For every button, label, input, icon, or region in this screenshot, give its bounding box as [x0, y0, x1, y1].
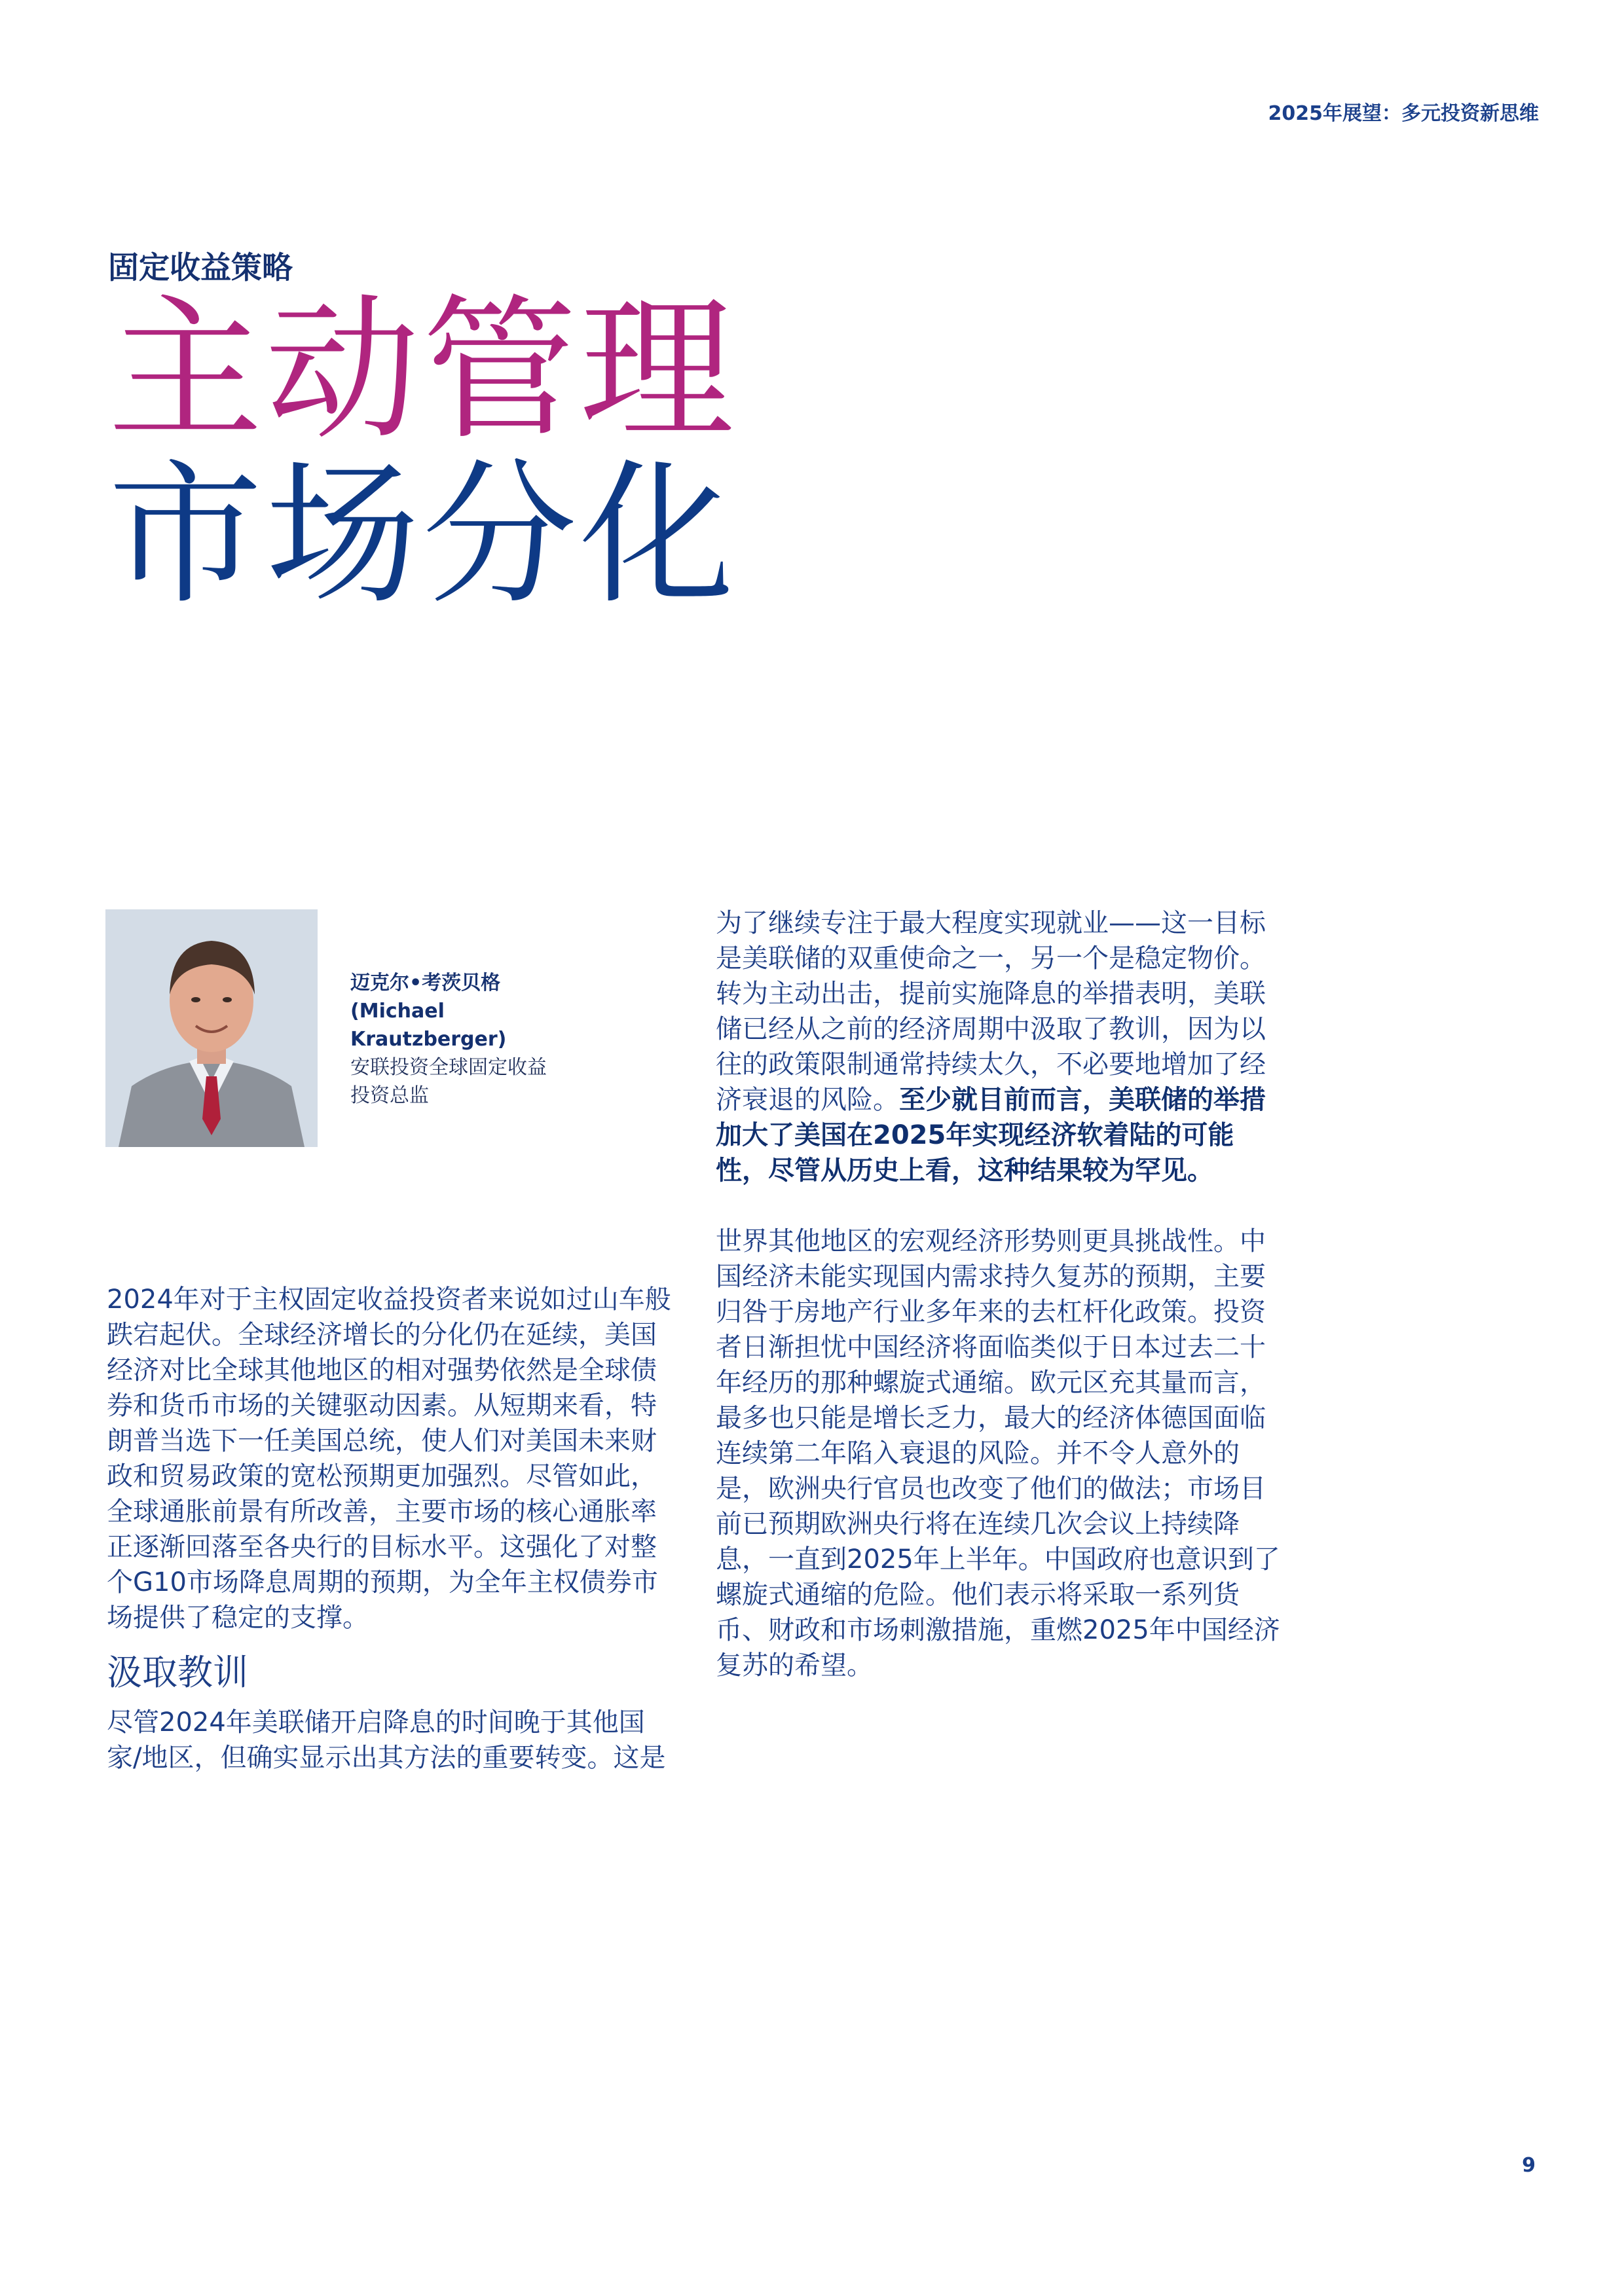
author-info [350, 969, 586, 1110]
running-header: 2025年展望：多元投资新思维 [1268, 102, 1539, 125]
author-name-en-2: Krautzberger) [350, 1028, 507, 1051]
page-title-line-2: 市场分化 [108, 445, 737, 625]
intro-paragraph: 2024年对于主权固定收益投资者来说如过山车般跌宕起伏。全球经济增长的分化仍在延续，美国经济对比全球其他地区的相对强势依然是全球债券和货币市场的关键驱动因素。从短期来看，特朗普当选下一任美国总统，使人们对美国未来财政和贸易政策的宽松预期更加强烈。尽管如此，全球通胀前景有所改善，主要市场的核心通胀率正逐渐回落至各央行的目标水平。这强化了对整个G10市场降息周期的预期，为全年主权债券市场提供了稳定的支撑。 [107, 1285, 671, 1633]
global-outlook-paragraph: 世界其他地区的宏观经济形势则更具挑战性。中国经济未能实现国内需求持久复苏的预期，主要归咎于房地产行业多年来的去杠杆化政策。投资者日渐担忧中国经济将面临类似于日本过去二十年经历的那种螺旋式通缩。欧元区充其量而言，最多也只能是增长乏力，最大的经济体德国面临连续第二年陷入衰退的风险。并不令人意外的是，欧洲央行官员也改变了他们的做法；市场目前已预期欧洲央行将在连续几次会议上持续降息，一直到2025年上半年。中国政府也意识到了螺旋式通缩的危险。他们表示将采取一系列货币、财政和市场刺激措施，重燃2025年中国经济复苏的希望。 [716, 1226, 1280, 1681]
fed-paragraph-regular: 为了继续专注于最大程度实现就业——这一目标是美联储的双重使命之一，另一个是稳定物价。转为主动出击，提前实施降息的举措表明，美联储已经从之前的经济周期中汲取了教训，因为以往的政策限制通常持续太久，不必要地增加了经济衰退的风险。 [716, 908, 1266, 1115]
author-role-1: 安联投资全球固定收益 [350, 1056, 547, 1079]
left-column [107, 1282, 676, 1776]
author-portrait [105, 909, 318, 1147]
section-label: 固定收益策略 [108, 250, 293, 286]
page-title-line-1: 主动管理 [108, 280, 737, 460]
page-number: 9 [1522, 2154, 1536, 2177]
author-role-2: 投资总监 [350, 1084, 429, 1107]
author-name-en-1: (Michael [350, 1000, 445, 1023]
lessons-subheading: 汲取教训 [107, 1652, 248, 1693]
fed-paragraph [716, 905, 1285, 1188]
author-name-cn: 迈克尔•考茨贝格 [350, 972, 501, 994]
fed-paragraph-bold: 至少就目前而言，美联储的举措加大了美国在2025年实现经济软着陆的可能性，尽管从历史上看，这种结果较为罕见。 [716, 1085, 1266, 1186]
lessons-paragraph: 尽管2024年美联储开启降息的时间晚于其他国家/地区，但确实显示出其方法的重要转变。这是 [107, 1707, 666, 1773]
author-portrait-image [105, 909, 318, 1147]
paragraph-gap [716, 1188, 1285, 1224]
right-column [716, 905, 1285, 1683]
